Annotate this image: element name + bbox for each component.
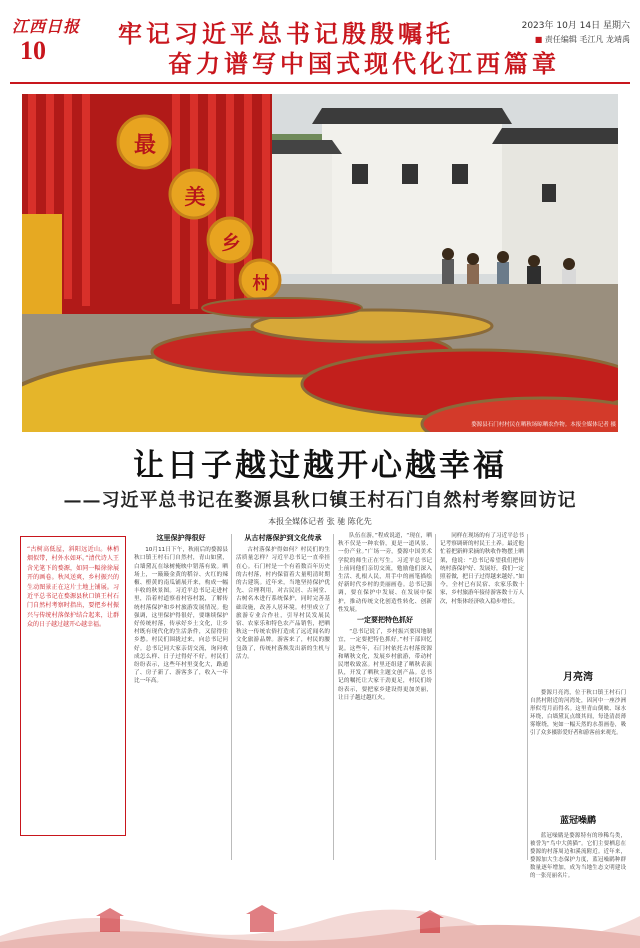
slogan-line-1: 牢记习近平总书记殷殷嘱托 — [118, 19, 454, 48]
column-3-text-2: “总书记说了，乡村振兴要因地制宜，一定要把特色抓好。”村干部回忆说。这些年，石门村依托古村落资源和晒秋文化，发展乡村旅游，带动村民增收致富。村里还组建了晒秋表演队，开发了晒秋主题文创产品。总书记的嘱托让大家干劲更足，村民们纷纷表示，要把家乡建设得更加美丽，让日子越过越红火。 — [338, 629, 432, 701]
article-column-4 — [440, 532, 524, 652]
column-rule — [527, 534, 528, 860]
lead-photo — [22, 94, 618, 432]
column-2-text: 古村落保护得如何？村民们的生活质量怎样？习近平总书记一直牵挂在心。石门村是一个有着数百年历史的古村落，村内保留着大量明清时期的古建筑。近年来，当地坚持保护优先、合理利用，对古民居、古祠堂、古树名木进行系统保护，同时完善基础设施，改善人居环境。村里成立了旅游专业合作社，引导村民发展民宿、农家乐和特色农产品销售，把晒秋这一传统农俗打造成了远近闻名的文化旅游品牌。游客来了，村民的腰包鼓了，传统村落焕发出新的生机与活力。 — [236, 547, 330, 660]
column-rule — [231, 534, 232, 860]
bullet-icon: ■ — [534, 35, 543, 44]
article-column-1 — [134, 532, 228, 862]
column-rule — [435, 534, 436, 860]
commentary-text-1: 婺源月亮湾，位于秋口镇王村石门自然村附近的河湾处，因河中一座沙洲形似弯月而得名。这里青山倒映、绿水环绕，白墙黛瓦点缀其间，每逢清晨薄雾缭绕，宛如一幅天然的水墨画卷，吸引了众多摄影爱好者和游客前来观光。 — [530, 690, 626, 736]
column-rule — [333, 534, 334, 860]
masthead-rule — [10, 82, 630, 84]
article-byline: 本报全媒体记者 张 驰 陈化先 — [268, 517, 372, 526]
page-number: 10 — [20, 36, 46, 65]
sign-char-4: 村 — [252, 274, 270, 294]
article-subhead: ——习近平总书记在婺源县秋口镇王村石门自然村考察回访记 — [63, 490, 577, 511]
section-title-1: 这里保护得很好 — [156, 534, 206, 542]
article-headline: 让日子越过越开心越幸福 — [133, 448, 507, 484]
footer-illustration — [0, 866, 640, 948]
commentary-text-2: 蓝冠噪鹛是婺源特有的珍稀鸟类，被誉为“鸟中大熊猫”。它们主要栖息在婺源的村落周边和溪流附近。近年来，婺源加大生态保护力度，蓝冠噪鹛种群数量逐年增加，成为当地生态文明建设的一张亮丽名片。 — [530, 833, 626, 879]
editors-line — [535, 34, 630, 45]
pull-quote-box — [20, 536, 126, 836]
article-column-2 — [236, 532, 330, 862]
column-4-text: 同样在现场的有了习近平总书记考察调研的村民王土养。最近他忙着把新鲜采摘的秋收作物摆上晒架，他说：“总书记希望我们把传统村落保护好、发展好，我们一定照着做，把日子过得越来越好。”如今，全村已有民宿、农家乐数十家，乡村旅游年接待游客数十万人次，村集体经济收入稳步增长。 — [440, 533, 524, 605]
issue-date: 2023年 10月 14日 星期六 — [521, 21, 630, 31]
editors-names: 责任编辑 毛江凡 龙靖禹 — [544, 35, 630, 44]
lead-photo-illustration — [22, 94, 618, 432]
sign-char-1: 最 — [133, 133, 156, 158]
article-column-3 — [338, 532, 432, 862]
section-title-3: 一定要把特色抓好 — [357, 616, 413, 625]
photo-caption: 婺源县石门村村民在晒秋场晾晒农作物。本报全媒体记者 摄 — [471, 422, 616, 428]
column-3-text: 队伍在游，”程成说道，“现在，晒秋不仅是一种农俗，更是一道风景、一份产业。”广场一旁，婺源中国美术学院的师生正在写生。习近平总书记上前同他们亲切交流，勉励他们深入生活、扎根人民，用手中的画笔描绘好新时代乡村的美丽画卷。总书记强调，要在保护中发展、在发展中保护，推动传统文化创造性转化、创新性发展。 — [338, 533, 432, 613]
commentary-title: 月亮湾 — [563, 672, 593, 683]
landscape-art — [0, 866, 640, 948]
section-title-2: 从古村落保护到文化传承 — [244, 534, 322, 542]
sign-char-3: 乡 — [221, 232, 241, 254]
commentary-subtitle: 蓝冠噪鹛 — [559, 816, 596, 826]
slogan-line-2: 奋力谱写中国式现代化江西篇章 — [168, 49, 560, 78]
sign-char-2: 美 — [184, 185, 206, 209]
pull-quote-text: “古树高低屋，斜阳远近山。林梢烟似带，村外水如环。”清代诗人王含光笔下的婺源，如同一幅徐徐展开的画卷。秋风送爽，乡村振兴的生动图景正在这片土地上铺展。习近平总书记在婺源县秋口镇王村石门自然村考察时指出，要把乡村振兴与传统村落保护结合起来，让群众的日子越过越开心越幸福。 — [27, 546, 119, 629]
newspaper-logo: 江西日报 — [12, 17, 81, 36]
column-1-text: 10月11日下午，秋雨后的婺源县秋口镇王村石门自然村，青山如黛，白墙黛瓦在绿树掩映中错落有致。晒场上，一簸簸金黄的稻谷、火红的辣椒、橙黄的南瓜铺展开来，构成一幅丰收的秋景图。习近平总书记走进村里，沿着村道察看村容村貌，了解传统村落保护和乡村旅游发展情况。他强调，这里保护得很好，要继续保护好传统村落，传承好乡土文化，让乡村既有现代化的生活条件，又留得住乡愁。村民们围拢过来，向总书记问好。总书记同大家亲切交流，询问收成怎么样、日子过得好不好。村民们纷纷表示，这些年村里变化大，路通了、房子新了、游客多了，收入一年比一年高。 — [134, 547, 228, 685]
masthead — [0, 0, 640, 78]
